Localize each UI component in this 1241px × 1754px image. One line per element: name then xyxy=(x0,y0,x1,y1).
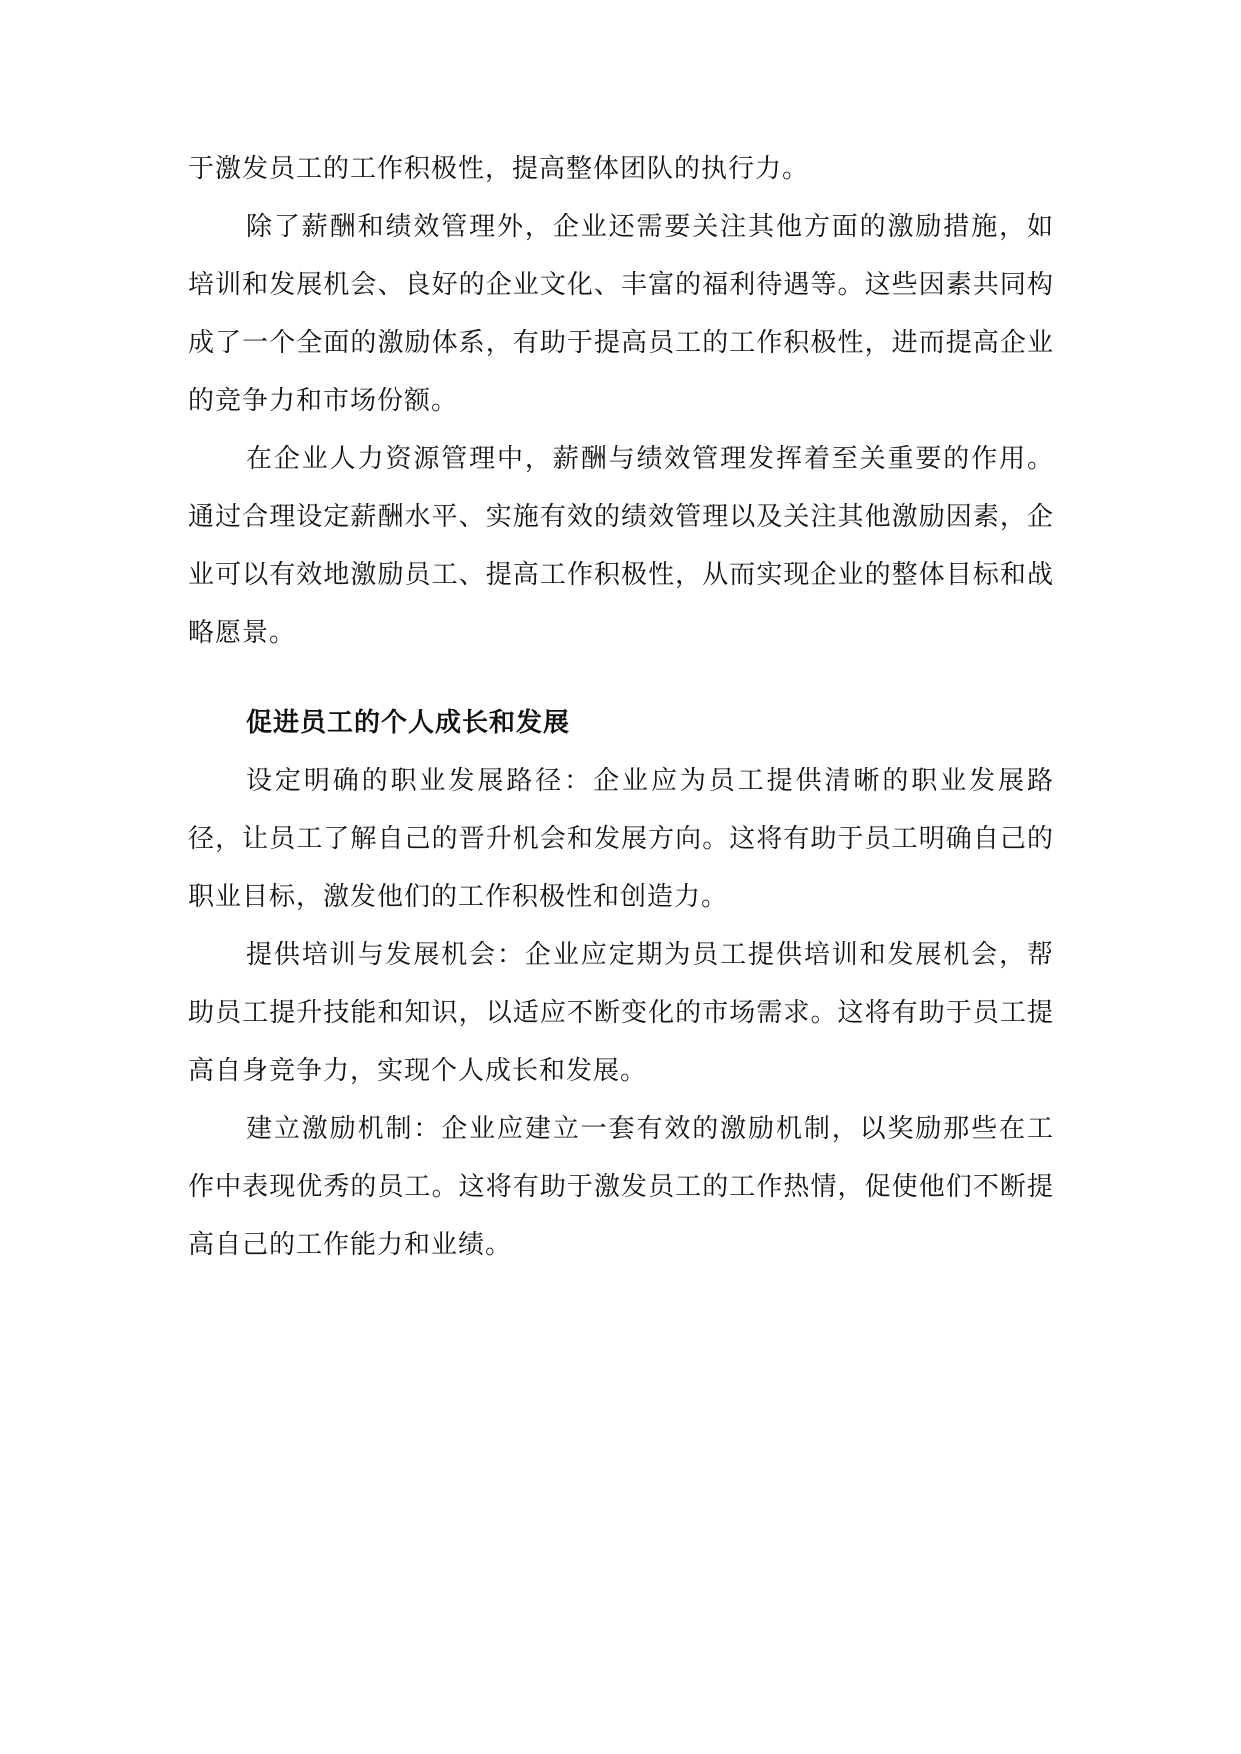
paragraph-incentive-mechanism: 建立激励机制：企业应建立一套有效的激励机制，以奖励那些在工作中表现优秀的员工。这将有助于激发员工的工作热情，促使他们不断提高自己的工作能力和业绩。 xyxy=(188,1114,1054,1260)
continuation-paragraph: 于激发员工的工作积极性，提高整体团队的执行力。 xyxy=(188,154,810,184)
paragraph-training: 提供培训与发展机会：企业应定期为员工提供培训和发展机会，帮助员工提升技能和知识，以适应不断变化的市场需求。这将有助于员工提高自身竞争力，实现个人成长和发展。 xyxy=(188,940,1054,1086)
paragraph-hr-summary: 在企业人力资源管理中，薪酬与绩效管理发挥着至关重要的作用。通过合理设定薪酬水平、实施有效的绩效管理以及关注其他激励因素，企业可以有效地激励员工、提高工作积极性，从而实现企业的整体目标和战略愿景。 xyxy=(188,444,1054,648)
paragraph-other-incentives: 除了薪酬和绩效管理外，企业还需要关注其他方面的激励措施，如培训和发展机会、良好的企业文化、丰富的福利待遇等。这些因素共同构成了一个全面的激励体系，有助于提高员工的工作积极性，进而提高企业的竞争力和市场份额。 xyxy=(188,212,1054,416)
paragraph-career-path: 设定明确的职业发展路径：企业应为员工提供清晰的职业发展路径，让员工了解自己的晋升机会和发展方向。这将有助于员工明确自己的职业目标，激发他们的工作积极性和创造力。 xyxy=(188,766,1054,912)
document-body xyxy=(188,140,1054,1274)
section-spacer xyxy=(188,662,1054,694)
section-heading: 促进员工的个人成长和发展 xyxy=(246,708,571,738)
